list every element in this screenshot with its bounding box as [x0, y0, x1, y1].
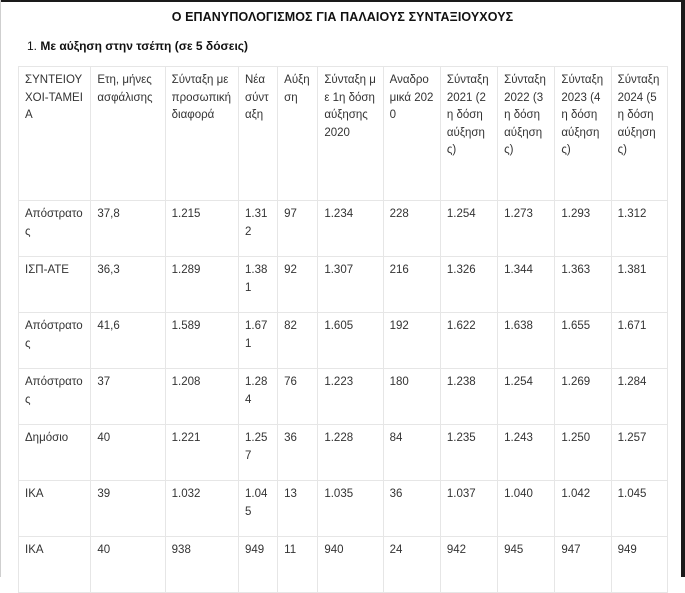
table-cell: 940 — [318, 537, 383, 593]
table-cell: 938 — [165, 537, 238, 593]
header-pension-2023: Σύνταξη 2023 (4η δόση αύξησης) — [555, 67, 611, 201]
table-cell: 1.045 — [611, 481, 667, 537]
table-cell: 1.215 — [165, 201, 238, 257]
header-increase: Αύξηση — [278, 67, 318, 201]
window-right-border — [681, 0, 685, 577]
table-cell: 1.035 — [318, 481, 383, 537]
table-cell: 1.254 — [440, 201, 497, 257]
header-pension-personal-difference: Σύνταξη με προσωπική διαφορά — [165, 67, 238, 201]
table-row — [19, 201, 668, 257]
table-cell: 76 — [278, 369, 318, 425]
header-pensioners-funds: ΣΥΝΤΕΙΟΥΧΟΙ-ΤΑΜΕΙΑ — [19, 67, 91, 201]
table-cell: 1.228 — [318, 425, 383, 481]
table-cell-fund: Απόστρατος — [19, 369, 91, 425]
table-cell: 1.312 — [611, 201, 667, 257]
table-cell: 37 — [91, 369, 165, 425]
table-cell: 1.589 — [165, 313, 238, 369]
table-cell-fund: Απόστρατος — [19, 313, 91, 369]
table-row — [19, 313, 668, 369]
table-cell: 1.045 — [238, 481, 277, 537]
table-cell-fund: ΙΚΑ — [19, 537, 91, 593]
table-cell: 1.032 — [165, 481, 238, 537]
table-body — [19, 201, 668, 593]
table-cell: 1.671 — [238, 313, 277, 369]
table-row — [19, 257, 668, 313]
table-cell: 40 — [91, 425, 165, 481]
header-pension-2021: Σύνταξη 2021 (2η δόση αύξησης) — [440, 67, 497, 201]
table-cell: 1.344 — [498, 257, 555, 313]
table-row — [19, 369, 668, 425]
table-cell: 216 — [383, 257, 440, 313]
table-cell: 1.221 — [165, 425, 238, 481]
table-cell: 1.381 — [611, 257, 667, 313]
header-pension-2024: Σύνταξη 2024 (5η δόση αύξησης) — [611, 67, 667, 201]
table-cell-fund: Απόστρατος — [19, 201, 91, 257]
table-cell-fund: ΙΚΑ — [19, 481, 91, 537]
table-cell: 1.307 — [318, 257, 383, 313]
table-cell: 1.284 — [611, 369, 667, 425]
table-cell: 1.235 — [440, 425, 497, 481]
table-cell: 82 — [278, 313, 318, 369]
header-new-pension: Νέα σύνταξη — [238, 67, 277, 201]
table-cell: 192 — [383, 313, 440, 369]
header-pension-2020: Σύνταξη με 1η δόση αύξησης 2020 — [318, 67, 383, 201]
table-cell: 1.289 — [165, 257, 238, 313]
table-cell: 40 — [91, 537, 165, 593]
table-cell: 36,3 — [91, 257, 165, 313]
table-cell: 39 — [91, 481, 165, 537]
section-number: 1. — [27, 39, 38, 53]
table-cell: 11 — [278, 537, 318, 593]
table-cell: 1.655 — [555, 313, 611, 369]
header-retroactive-2020: Αναδρομικά 2020 — [383, 67, 440, 201]
table-cell: 1.605 — [318, 313, 383, 369]
section-heading — [27, 39, 248, 53]
table-cell: 1.273 — [498, 201, 555, 257]
table-cell: 84 — [383, 425, 440, 481]
table-header-row — [19, 67, 668, 201]
table-cell: 1.257 — [611, 425, 667, 481]
table-cell: 1.250 — [555, 425, 611, 481]
table-cell: 1.326 — [440, 257, 497, 313]
table-cell: 1.671 — [611, 313, 667, 369]
table-cell: 1.257 — [238, 425, 277, 481]
table-cell: 1.254 — [498, 369, 555, 425]
table-cell: 92 — [278, 257, 318, 313]
table-row — [19, 425, 668, 481]
table-cell: 1.622 — [440, 313, 497, 369]
table-cell: 41,6 — [91, 313, 165, 369]
table-cell: 942 — [440, 537, 497, 593]
table-cell: 1.243 — [498, 425, 555, 481]
table-cell: 228 — [383, 201, 440, 257]
table-cell: 949 — [611, 537, 667, 593]
table-cell: 180 — [383, 369, 440, 425]
table-cell: 1.208 — [165, 369, 238, 425]
table-row — [19, 537, 668, 593]
table-cell: 949 — [238, 537, 277, 593]
table-cell: 97 — [278, 201, 318, 257]
section-heading-text: Με αύξηση στην τσέπη (σε 5 δόσεις) — [40, 39, 249, 53]
table-cell-fund: Δημόσιο — [19, 425, 91, 481]
table-cell: 947 — [555, 537, 611, 593]
table-cell: 1.381 — [238, 257, 277, 313]
table-cell: 1.234 — [318, 201, 383, 257]
table-cell: 1.284 — [238, 369, 277, 425]
window-top-border — [0, 0, 685, 2]
table-cell: 1.638 — [498, 313, 555, 369]
table-cell: 1.238 — [440, 369, 497, 425]
article-title: Ο ΕΠΑΝΥΠΟΛΟΓΙΣΜΟΣ ΓΙΑ ΠΑΛΑΙΟΥΣ ΣΥΝΤΑΞΙΟΥΧΟΥΣ — [171, 10, 514, 24]
table-cell: 1.363 — [555, 257, 611, 313]
table-cell: 1.042 — [555, 481, 611, 537]
table-cell: 36 — [383, 481, 440, 537]
table-cell-fund: ΙΣΠ-ΑΤΕ — [19, 257, 91, 313]
table-cell: 37,8 — [91, 201, 165, 257]
table-cell: 1.293 — [555, 201, 611, 257]
table-cell: 1.312 — [238, 201, 277, 257]
table-cell: 1.037 — [440, 481, 497, 537]
table-cell: 36 — [278, 425, 318, 481]
table-row — [19, 481, 668, 537]
table-cell: 1.223 — [318, 369, 383, 425]
pension-recalculation-table — [18, 66, 668, 593]
table-cell: 1.040 — [498, 481, 555, 537]
window-left-border — [0, 0, 1, 577]
header-insurance-years: Ετη, μήνες ασφάλισης — [91, 67, 165, 201]
table-cell: 13 — [278, 481, 318, 537]
header-pension-2022: Σύνταξη 2022 (3η δόση αύξησης) — [498, 67, 555, 201]
table-cell: 945 — [498, 537, 555, 593]
table-cell: 1.269 — [555, 369, 611, 425]
table-cell: 24 — [383, 537, 440, 593]
